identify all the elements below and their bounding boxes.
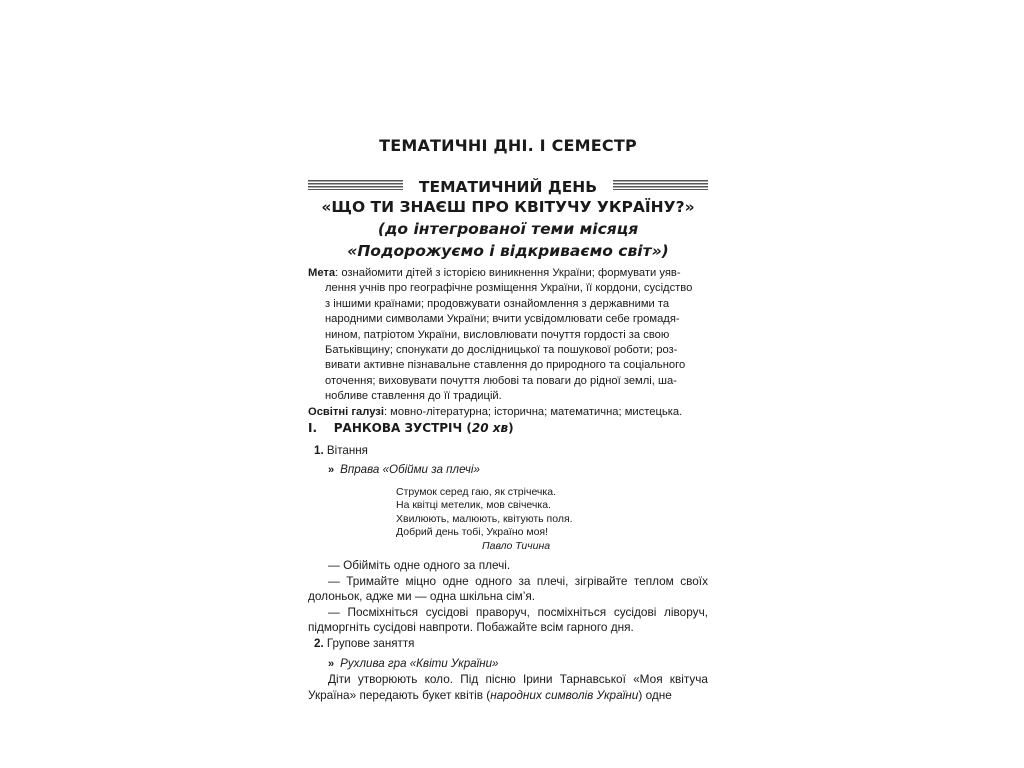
double-arrow-icon: » bbox=[328, 658, 335, 670]
subtitle-line-1: (до інтегрованої теми місяця bbox=[377, 220, 639, 238]
game-description: Діти утворюють коло. Під пісню Ірини Тарнавської «Моя квітуча Україна» передають букет квітів (народних символів України) одне bbox=[308, 672, 708, 702]
dialogue-line: — Посміхніться сусідові праворуч, посміхніться сусідові ліворуч, підморгніть сусідові навпроти. Побажайте всім гарного дня. bbox=[308, 604, 708, 635]
item-1 bbox=[314, 443, 368, 459]
poem-line: Добрий день тобі, Україно моя! bbox=[396, 526, 549, 539]
areas-label: Освітні галузі bbox=[308, 405, 384, 418]
aim-block bbox=[308, 266, 708, 420]
aim-line: вивати активне пізнавальне ставлення до природного та соціального bbox=[325, 359, 686, 372]
poem-line: На квітці метелик, мов свічечка. bbox=[396, 499, 551, 512]
aim-line: Батьківщину; спонукати до дослідницької та пошукової роботи; роз- bbox=[325, 344, 678, 357]
subtitle-line-2: «Подорожуємо і відкриваємо світ») bbox=[347, 242, 669, 260]
aim-label: Мета bbox=[308, 267, 336, 279]
section-heading: I. РАНКОВА ЗУСТРІЧ (20 хв) bbox=[308, 421, 514, 435]
aim-line: з іншими країнами; продовжувати ознайомлення з державними та bbox=[325, 297, 670, 310]
exercise-title: Рухлива гра «Квіти України» bbox=[340, 657, 499, 670]
left-rule-ornament bbox=[308, 180, 403, 190]
item-number: 2. bbox=[314, 637, 324, 650]
topic-heading bbox=[308, 176, 708, 262]
item-title: Групове заняття bbox=[326, 637, 415, 650]
right-rule-ornament bbox=[613, 180, 708, 190]
exercise-title: Вправа «Обійми за плечі» bbox=[340, 463, 480, 476]
dialogue-line: — Обійміть одне одного за плечі. bbox=[328, 558, 511, 572]
aim-line: нобливе ставлення до її традицій. bbox=[325, 390, 502, 403]
section-number: I. bbox=[308, 421, 318, 435]
item-2 bbox=[314, 636, 414, 652]
item-title: Вітання bbox=[326, 444, 368, 457]
document-page bbox=[308, 0, 708, 768]
page-title: ТЕМАТИЧНІ ДНІ. І СЕМЕСТР bbox=[379, 136, 637, 155]
dialogue-block bbox=[308, 558, 708, 636]
section-title: РАНКОВА ЗУСТРІЧ ( bbox=[333, 421, 472, 435]
poem-author: Павло Тичина bbox=[482, 539, 551, 552]
aim-line: нином, патріотом України, висловлювати почуття гордості за свою bbox=[325, 328, 670, 341]
exercise-2 bbox=[328, 656, 498, 673]
aim-line: лення учнів про географічне розміщення України, її кордони, сусідство bbox=[325, 282, 693, 295]
areas-line: Освітні галузі: мовно-літературна; історична; математична; мистецька. bbox=[308, 405, 683, 418]
heading-rule-row bbox=[308, 176, 708, 196]
exercise-1 bbox=[328, 462, 480, 479]
aim-line: оточення; виховувати почуття любові та поваги до рідної землі, ша- bbox=[325, 374, 677, 387]
double-arrow-icon: » bbox=[328, 464, 335, 476]
section-duration: 20 хв bbox=[471, 421, 509, 435]
dialogue-line: — Тримайте міцно одне одного за плечі, зігрівайте теплом своїх долоньок, адже ми — одна шкільна сім’я. bbox=[308, 573, 708, 604]
item-number: 1. bbox=[314, 444, 324, 457]
day-title: «ЩО ТИ ЗНАЄШ ПРО КВІТУЧУ УКРАЇНУ?» bbox=[321, 198, 695, 216]
poem-line: Струмок серед гаю, як стрічечка. bbox=[396, 486, 556, 498]
aim-line: народними символами України; вчити усвідомлювати себе громадя- bbox=[325, 313, 680, 326]
poem bbox=[396, 486, 573, 553]
poem-line: Хвилюють, малюють, квітують поля. bbox=[396, 512, 573, 525]
day-label: ТЕМАТИЧНИЙ ДЕНЬ bbox=[418, 178, 598, 196]
aim-line: Мета: ознайомити дітей з історією виникнення України; формувати уяв- bbox=[308, 267, 681, 279]
